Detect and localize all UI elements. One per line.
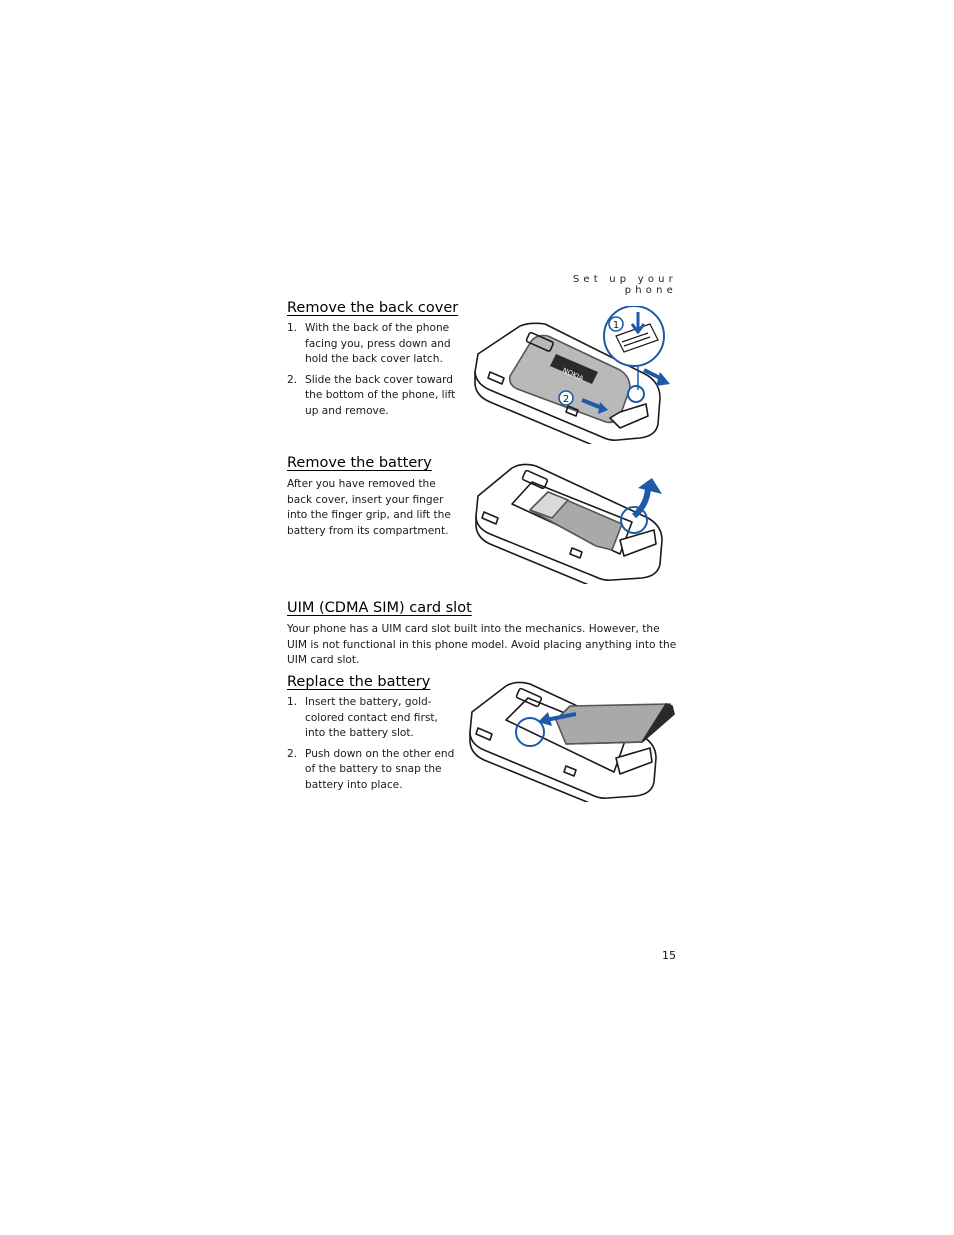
- steps-remove-back-cover: [287, 321, 462, 420]
- heading-remove-back-cover: Remove the back cover: [287, 300, 459, 316]
- heading-replace-battery: Replace the battery: [287, 674, 431, 690]
- callout-1-label: 1: [612, 320, 620, 331]
- list-item: 2. Slide the back cover toward the bottom of the phone, lift up and remove.: [287, 373, 456, 417]
- section-remove-battery: [287, 455, 457, 539]
- text-uim-slot: Your phone has a UIM card slot built into the mechanics. However, the UIM is not functional in this phone model. Avoid placing anything into the UIM card slot.: [287, 623, 677, 667]
- text-remove-battery: After you have removed the back cover, insert your finger into the finger grip, and lift the battery from its compartment.: [287, 478, 451, 537]
- magnifier-circle-icon: [604, 306, 664, 366]
- page-number: 15: [662, 949, 676, 962]
- phone-battery-removal-illustration: [472, 460, 668, 584]
- section-uim-slot: [287, 600, 679, 669]
- figure-remove-back-cover: [470, 306, 675, 444]
- list-item: 1. With the back of the phone facing you, press down and hold the back cover latch.: [287, 322, 451, 366]
- steps-replace-battery: [287, 695, 459, 794]
- heading-uim-slot: UIM (CDMA SIM) card slot: [287, 600, 472, 616]
- phone-battery-insert-illustration: [466, 680, 678, 802]
- section-replace-battery: [287, 674, 459, 799]
- nokia-logo-text: NOKIA: [561, 366, 585, 383]
- figure-remove-battery: [472, 460, 668, 584]
- section-remove-back-cover: [287, 300, 462, 425]
- list-item: 2. Push down on the other end of the battery to snap the battery into place.: [287, 747, 455, 791]
- running-header: Set up your phone: [572, 274, 677, 296]
- phone-back-cover-illustration: [470, 306, 675, 444]
- figure-replace-battery: [466, 680, 678, 802]
- heading-remove-battery: Remove the battery: [287, 455, 432, 471]
- list-item: 1. Insert the battery, gold-colored contact end first, into the battery slot.: [287, 696, 438, 740]
- lift-arrow-icon: [656, 372, 670, 386]
- callout-2-label: 2: [562, 394, 570, 405]
